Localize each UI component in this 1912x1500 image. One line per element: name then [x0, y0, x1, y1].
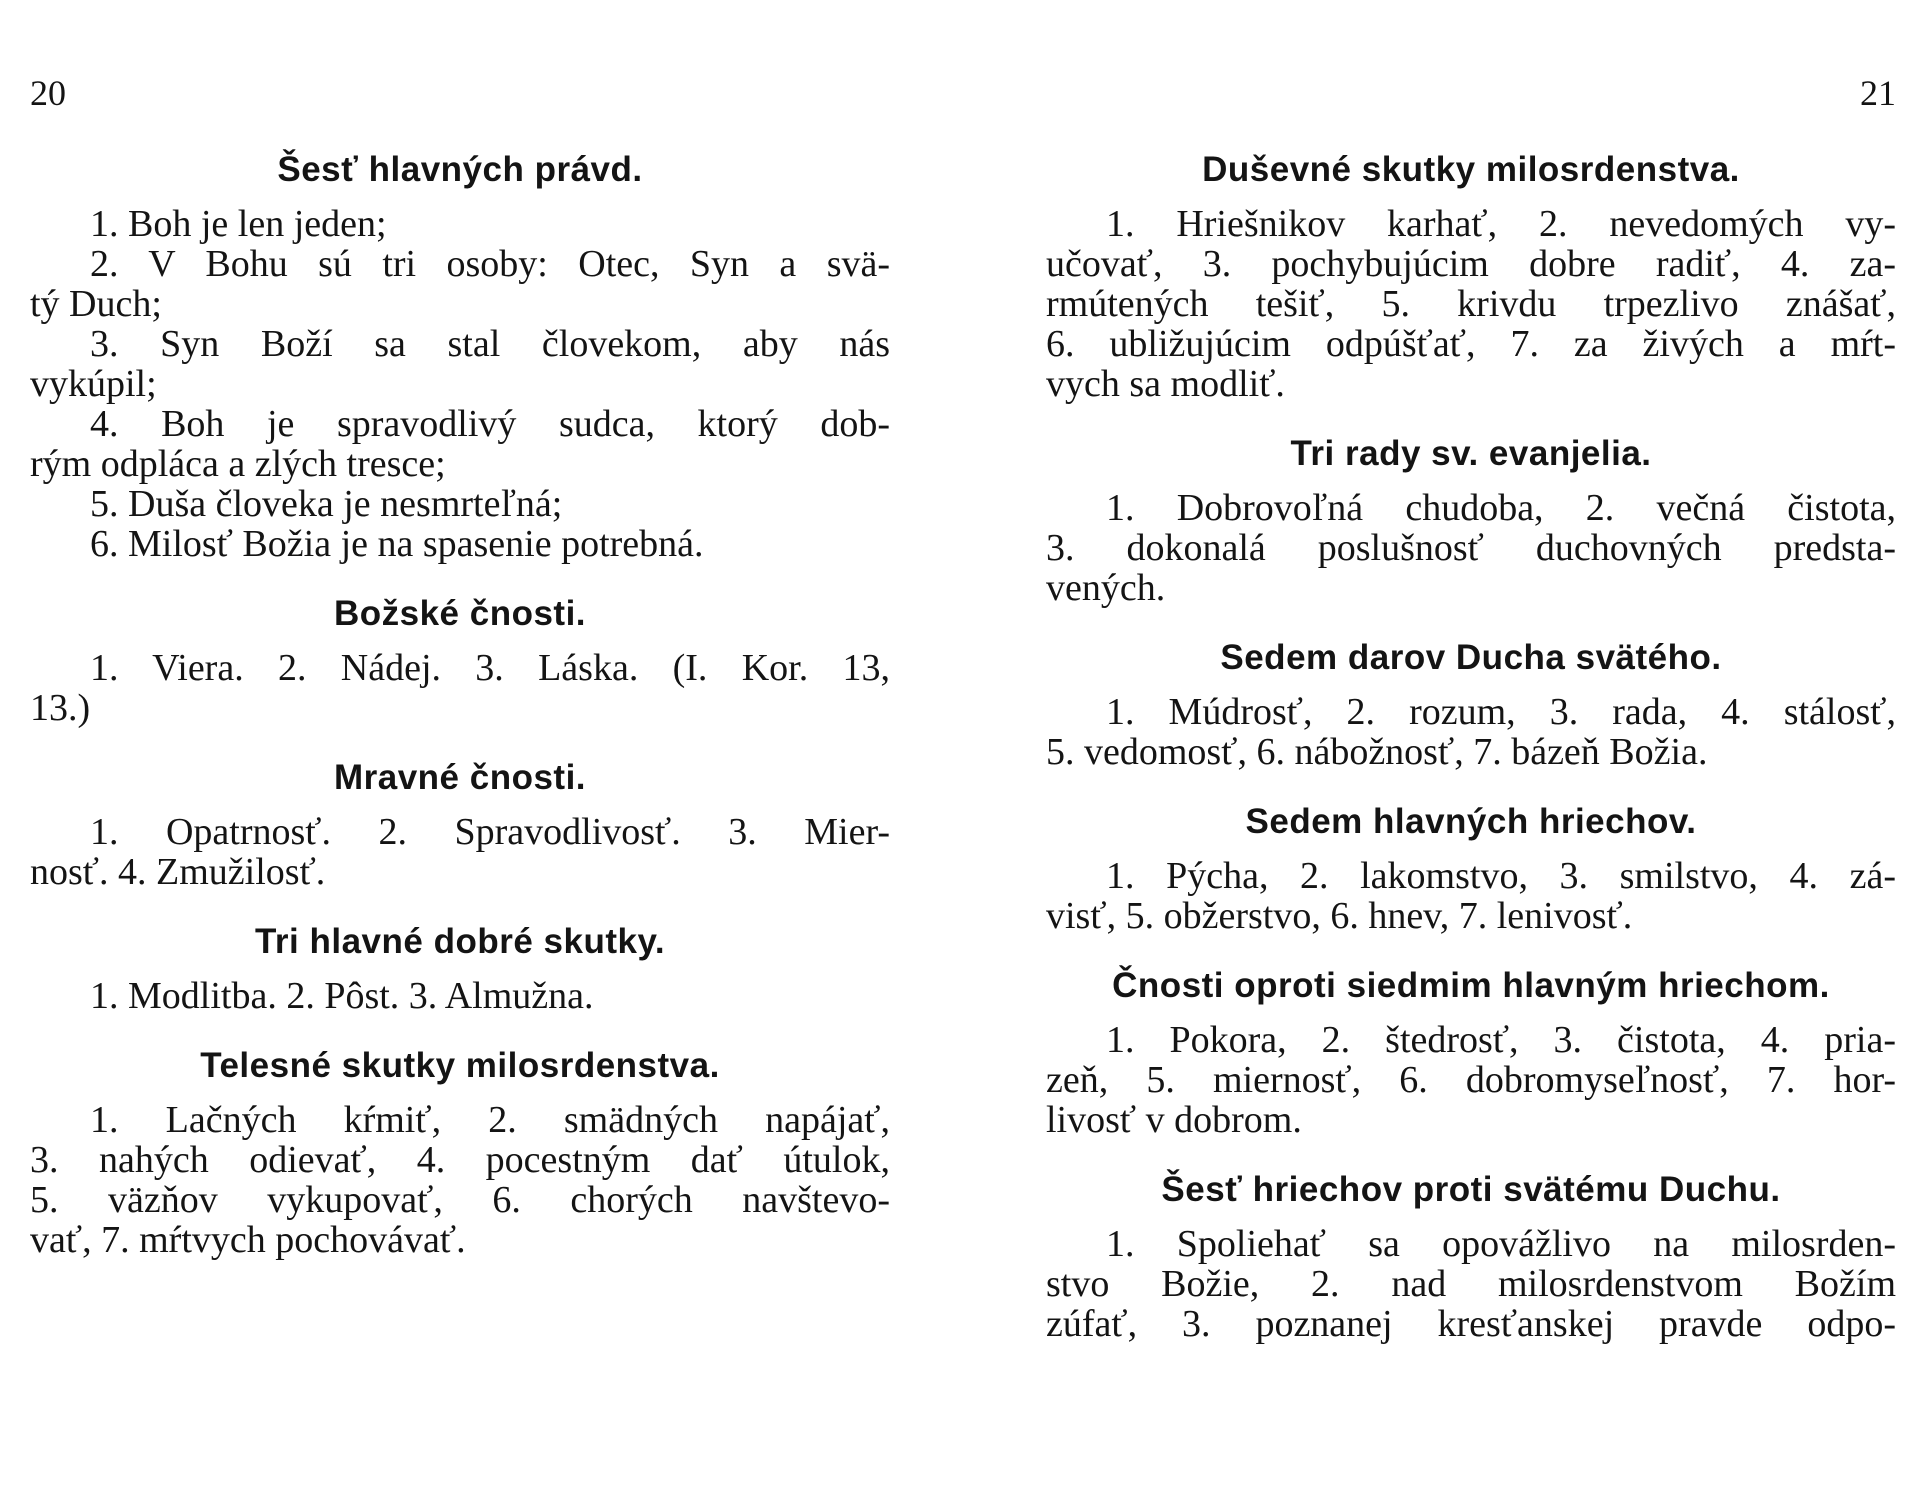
page-number: 21: [1860, 73, 1896, 113]
section-heading: Duševné skutky milosrdenstva.: [1202, 150, 1740, 189]
text-line: zeň, 5. miernosť, 6. dobromyseľnosť, 7. hor-: [1046, 1059, 1896, 1101]
text-line: 6. Milosť Božia je na spasenie potrebná.: [90, 523, 704, 565]
section-heading: Božské čnosti.: [333, 594, 587, 633]
text-line: 3. Syn Boží sa stal človekom, aby nás: [90, 323, 890, 365]
section-heading: Tri rady sv. evanjelia.: [1290, 434, 1652, 473]
right-page: [1046, 0, 1896, 1500]
text-line: nosť. 4. Zmužilosť.: [30, 851, 326, 893]
section-heading: Telesné skutky milosrdenstva.: [200, 1046, 720, 1085]
section: [1046, 802, 1896, 936]
text-line: stvo Božie, 2. nad milosrdenstvom Božím: [1046, 1263, 1896, 1305]
text-line: 1. Pýcha, 2. lakomstvo, 3. smilstvo, 4. zá-: [1106, 855, 1896, 897]
text-line: zúfať, 3. poznanej kresťanskej pravde odpo-: [1046, 1303, 1896, 1345]
section-heading: Sedem darov Ducha svätého.: [1220, 638, 1722, 677]
text-line: rým odpláca a zlých tresce;: [30, 443, 446, 485]
left-page: [30, 0, 890, 1500]
text-line: 5. väzňov vykupovať, 6. chorých navštevo-: [30, 1179, 890, 1221]
text-line: 1. Opatrnosť. 2. Spravodlivosť. 3. Mier-: [90, 811, 890, 853]
section: [30, 150, 890, 564]
section: [1046, 150, 1896, 404]
text-line: 5. Duša človeka je nesmrteľná;: [90, 483, 563, 525]
section-heading: Mravné čnosti.: [333, 758, 587, 797]
text-line: 3. nahých odievať, 4. pocestným dať útulok,: [30, 1139, 890, 1181]
section: [1046, 638, 1896, 772]
text-line: 2. V Bohu sú tri osoby: Otec, Syn a svä-: [90, 243, 890, 285]
text-line: učovať, 3. pochybujúcim dobre radiť, 4. za-: [1046, 243, 1896, 285]
text-line: visť, 5. obžerstvo, 6. hnev, 7. lenivosť.: [1046, 895, 1633, 937]
text-line: 5. vedomosť, 6. nábožnosť, 7. bázeň Božia.: [1046, 731, 1708, 773]
section: [1046, 434, 1896, 608]
text-line: tý Duch;: [30, 283, 162, 325]
section: [1046, 1170, 1896, 1344]
text-line: 6. ubližujúcim odpúšťať, 7. za živých a mŕt-: [1046, 323, 1896, 365]
text-line: vych sa modliť.: [1046, 363, 1285, 405]
text-line: livosť v dobrom.: [1046, 1099, 1302, 1141]
section-heading: Čnosti oproti siedmim hlavným hriechom.: [1112, 966, 1830, 1005]
text-line: vať, 7. mŕtvych pochovávať.: [30, 1219, 466, 1261]
text-line: 1. Viera. 2. Nádej. 3. Láska. (I. Kor. 13,: [90, 647, 890, 689]
section-heading: Šesť hlavných právd.: [277, 150, 643, 189]
section: [30, 594, 890, 728]
text-line: rmútených tešiť, 5. krivdu trpezlivo znášať,: [1046, 283, 1896, 325]
text-line: 1. Dobrovoľná chudoba, 2. večná čistota,: [1106, 487, 1896, 529]
section: [30, 758, 890, 892]
section: [30, 922, 890, 1016]
page-number: 20: [30, 73, 66, 113]
text-line: 1. Pokora, 2. štedrosť, 3. čistota, 4. pria-: [1106, 1019, 1896, 1061]
left-page-content: [30, 150, 890, 1290]
text-line: vykúpil;: [30, 363, 157, 405]
section: [1046, 966, 1896, 1140]
section-heading: Šesť hriechov proti svätému Duchu.: [1161, 1170, 1781, 1209]
text-line: 1. Hriešnikov karhať, 2. nevedomých vy-: [1106, 203, 1896, 245]
section: [30, 1046, 890, 1260]
text-line: 4. Boh je spravodlivý sudca, ktorý dob-: [90, 403, 890, 445]
section-heading: Sedem hlavných hriechov.: [1245, 802, 1697, 841]
text-line: vených.: [1046, 567, 1166, 609]
text-line: 1. Múdrosť, 2. rozum, 3. rada, 4. stálosť,: [1106, 691, 1896, 733]
text-line: 1. Lačných kŕmiť, 2. smädných napájať,: [90, 1099, 890, 1141]
text-line: 3. dokonalá poslušnosť duchovných predsta-: [1046, 527, 1896, 569]
text-line: 1. Boh je len jeden;: [90, 203, 387, 245]
text-line: 1. Modlitba. 2. Pôst. 3. Almužna.: [90, 975, 594, 1017]
text-line: 13.): [30, 687, 91, 729]
section-heading: Tri hlavné dobré skutky.: [254, 922, 666, 961]
text-line: 1. Spoliehať sa opovážlivo na milosrden-: [1106, 1223, 1896, 1265]
right-page-content: [1046, 150, 1896, 1374]
